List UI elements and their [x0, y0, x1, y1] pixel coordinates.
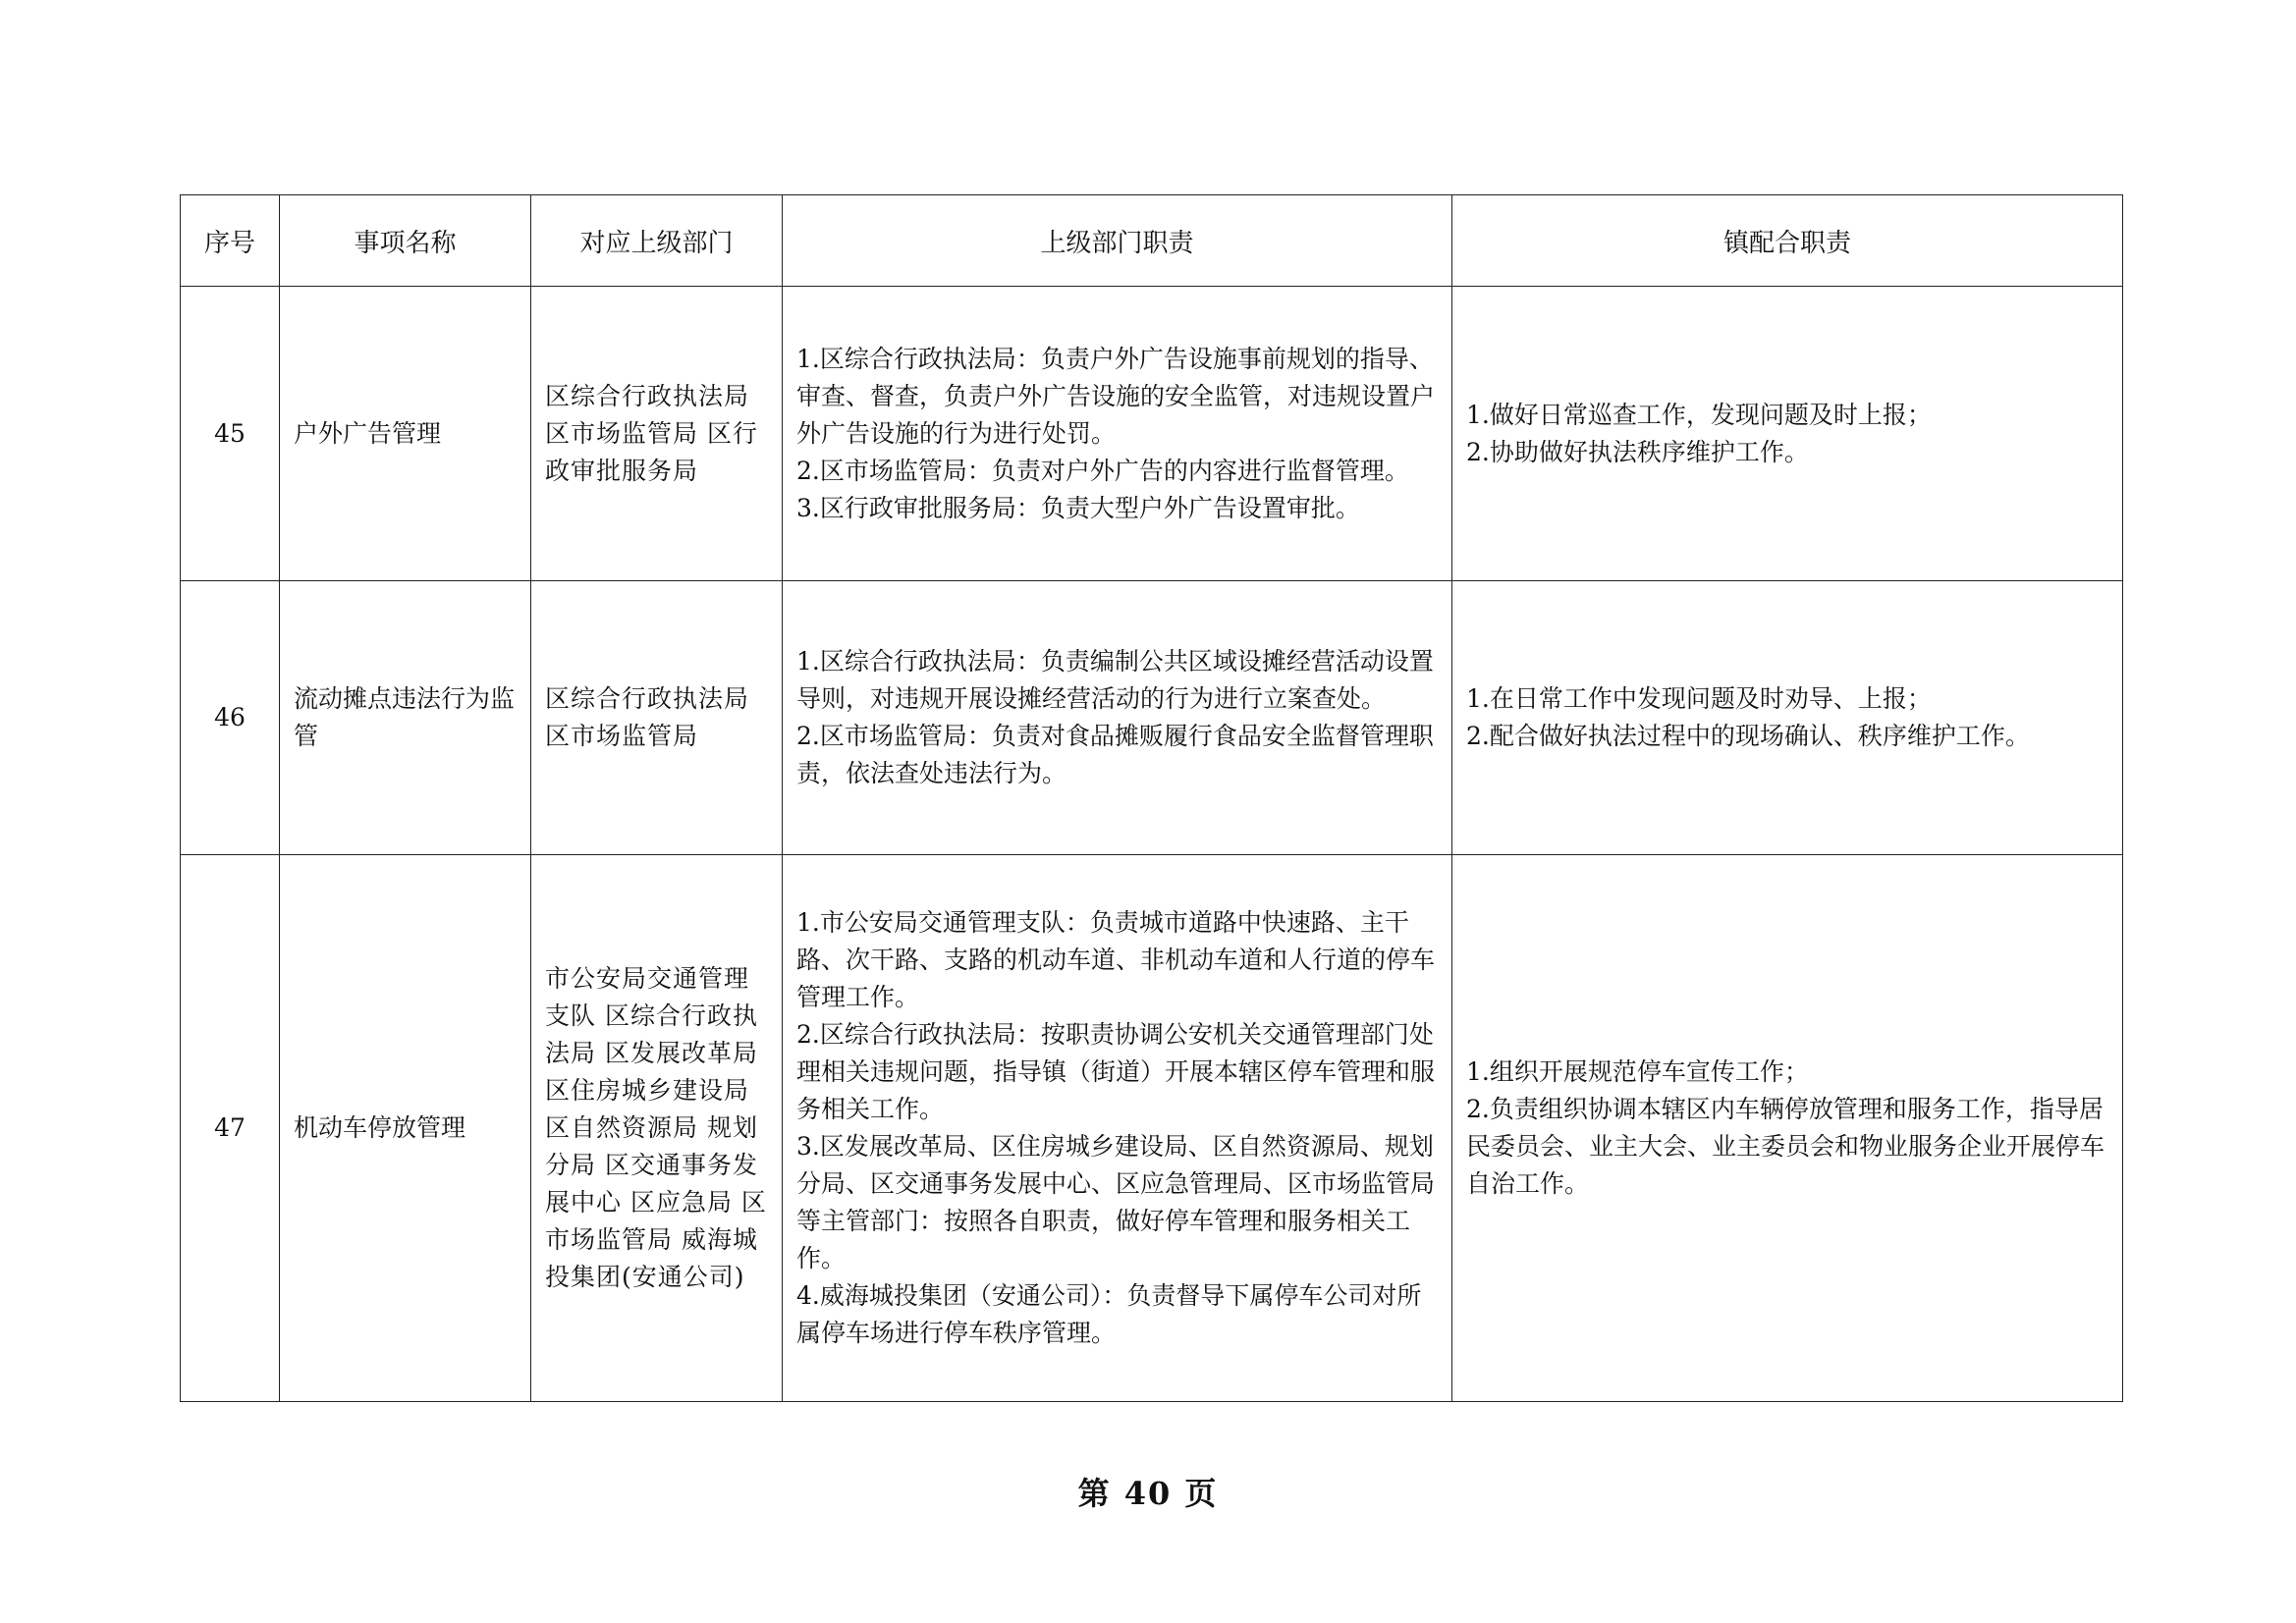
- row-superior-dept: 市公安局交通管理支队 区综合行政执法局 区发展改革局 区住房城乡建设局 区自然资源局 规划分局 区交通事务发展中心 区应急局 区市场监管局 威海城投集团(安通公司): [531, 855, 783, 1402]
- town-duty-line: 2.配合做好执法过程中的现场确认、秩序维护工作。: [1466, 722, 2030, 750]
- header-serial: 序号: [181, 195, 280, 287]
- row-town-duties: [1452, 855, 2123, 1402]
- row-item-name: 户外广告管理: [280, 287, 531, 581]
- table-header-row: [181, 195, 2123, 287]
- table-row: [181, 855, 2123, 1402]
- town-duty-line: 1.组织开展规范停车宣传工作；: [1466, 1057, 1809, 1086]
- duty-line: 3.区发展改革局、区住房城乡建设局、区自然资源局、规划分局、区交通事务发展中心、区应急管理局、区市场监管局等主管部门：按照各自职责，做好停车管理和服务相关工作。: [796, 1132, 1436, 1272]
- duty-line: 3.区行政审批服务局：负责大型户外广告设置审批。: [796, 493, 1360, 522]
- row-superior-dept: 区综合行政执法局 区市场监管局: [531, 581, 783, 855]
- duty-line: 1.区综合行政执法局：负责户外广告设施事前规划的指导、审查、督查，负责户外广告设施的安全监管，对违规设置户外广告设施的行为进行处罚。: [796, 344, 1436, 448]
- table-row: [181, 581, 2123, 855]
- header-town-duties: 镇配合职责: [1452, 195, 2123, 287]
- duty-line: 2.区综合行政执法局：按职责协调公安机关交通管理部门处理相关违规问题，指导镇（街道）开展本辖区停车管理和服务相关工作。: [796, 1020, 1436, 1123]
- row-item-name: 流动摊点违法行为监管: [280, 581, 531, 855]
- duty-line: 2.区市场监管局：负责对食品摊贩履行食品安全监督管理职责，依法查处违法行为。: [796, 722, 1434, 787]
- row-item-name: 机动车停放管理: [280, 855, 531, 1402]
- town-duty-line: 2.协助做好执法秩序维护工作。: [1466, 437, 1809, 466]
- town-duty-line: 1.做好日常巡查工作，发现问题及时上报；: [1466, 400, 1932, 429]
- town-duty-line: 2.负责组织协调本辖区内车辆停放管理和服务工作，指导居民委员会、业主大会、业主委员会和物业服务企业开展停车自治工作。: [1466, 1095, 2105, 1198]
- duty-line: 1.区综合行政执法局：负责编制公共区域设摊经营活动设置导则，对违规开展设摊经营活动的行为进行立案查处。: [796, 647, 1434, 713]
- row-town-duties: [1452, 287, 2123, 581]
- header-superior-dept: 对应上级部门: [531, 195, 783, 287]
- header-superior-duties: 上级部门职责: [783, 195, 1452, 287]
- table-row: [181, 287, 2123, 581]
- row-superior-dept: 区综合行政执法局 区市场监管局 区行政审批服务局: [531, 287, 783, 581]
- row-serial: 45: [181, 287, 280, 581]
- town-duty-line: 1.在日常工作中发现问题及时劝导、上报；: [1466, 684, 1932, 713]
- duty-line: 1.市公安局交通管理支队：负责城市道路中快速路、主干路、次干路、支路的机动车道、非机动车道和人行道的停车管理工作。: [796, 908, 1436, 1011]
- duty-line: 2.区市场监管局：负责对户外广告的内容进行监督管理。: [796, 456, 1409, 485]
- page-number: 第 40 页: [1077, 1475, 1219, 1512]
- duty-table: [180, 194, 2123, 1402]
- duty-line: 4.威海城投集团（安通公司）：负责督导下属停车公司对所属停车场进行停车秩序管理。: [796, 1281, 1422, 1347]
- row-superior-duties: [783, 581, 1452, 855]
- row-superior-duties: [783, 287, 1452, 581]
- row-serial: 47: [181, 855, 280, 1402]
- header-item-name: 事项名称: [280, 195, 531, 287]
- row-serial: 46: [181, 581, 280, 855]
- row-superior-duties: [783, 855, 1452, 1402]
- row-town-duties: [1452, 581, 2123, 855]
